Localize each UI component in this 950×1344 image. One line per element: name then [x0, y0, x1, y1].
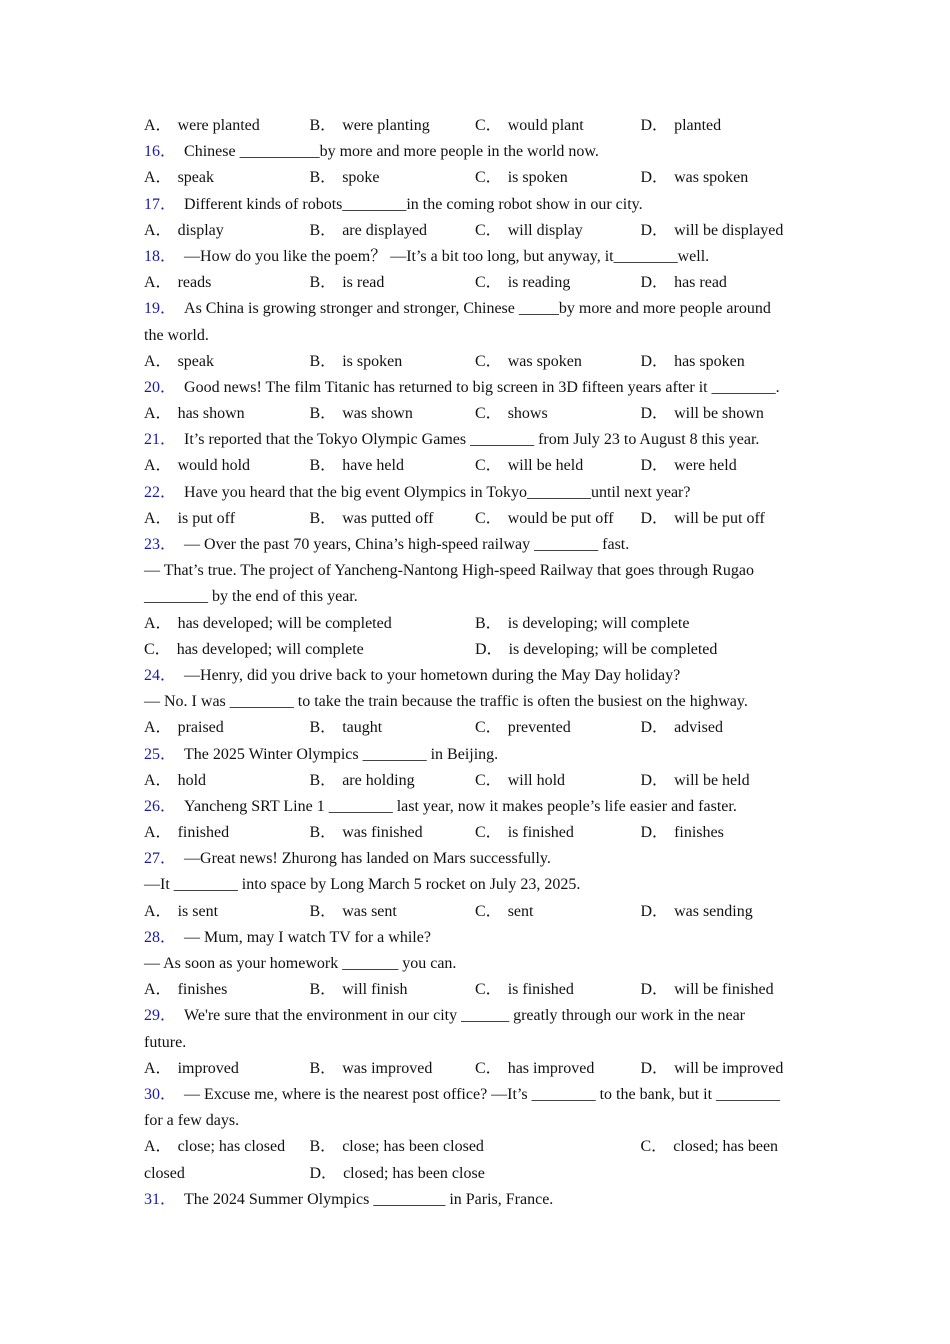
option-letter: B．	[309, 221, 337, 239]
option-letter: B．	[475, 614, 502, 632]
answer-option[interactable]	[310, 715, 476, 741]
option-text: was spoken	[507, 352, 582, 370]
options-row	[144, 270, 809, 296]
answer-option[interactable]	[310, 165, 476, 191]
answer-option[interactable]	[475, 977, 641, 1003]
option-text: will display	[507, 221, 583, 239]
option-letter: B．	[309, 352, 337, 370]
question-text-continued: for a few days.	[144, 1112, 240, 1130]
question-number: 26．	[144, 797, 177, 815]
question-number: 22．	[144, 483, 177, 501]
option-text: was putted off	[342, 509, 434, 527]
question-stem	[144, 794, 809, 820]
answer-option[interactable]	[475, 899, 641, 925]
answer-option[interactable]	[144, 270, 310, 296]
question-stem	[144, 1003, 809, 1029]
question-stem	[144, 192, 809, 218]
answer-option[interactable]	[641, 899, 807, 925]
answer-option[interactable]	[641, 401, 807, 427]
answer-option[interactable]	[144, 715, 310, 741]
answer-option[interactable]	[641, 768, 807, 794]
option-letter: A．	[144, 771, 172, 789]
answer-option[interactable]	[641, 1134, 807, 1160]
option-text: will be held	[674, 771, 750, 789]
answer-option[interactable]	[310, 768, 476, 794]
carry-over-options	[144, 113, 809, 139]
question-text: — Over the past 70 years, China’s high-speed railway ________ fast.	[184, 536, 630, 553]
question-stem	[144, 532, 809, 558]
option-text-continued: closed	[144, 1164, 185, 1182]
option-text: is finished	[507, 824, 574, 842]
option-text: is sent	[177, 902, 219, 920]
question-number: 17．	[144, 195, 177, 213]
question-text-continued: — As soon as your homework _______ you can.	[144, 955, 457, 972]
question-text-continued: future.	[144, 1033, 187, 1051]
question-number: 21．	[144, 431, 177, 449]
question-text: We're sure that the environment in our city ______ greatly through our work in the near	[184, 1007, 746, 1025]
options-row	[144, 349, 809, 375]
answer-option[interactable]	[475, 113, 641, 139]
answer-option[interactable]	[475, 506, 641, 532]
answer-option[interactable]	[641, 270, 807, 296]
option-letter: C．	[475, 509, 502, 527]
option-text: would be put off	[507, 509, 614, 527]
option-letter: C．	[475, 221, 502, 239]
option-text: finishes	[674, 824, 724, 842]
option-text: praised	[177, 719, 224, 737]
option-letter: B．	[309, 902, 337, 920]
option-text: will be improved	[674, 1059, 784, 1077]
answer-option[interactable]	[144, 453, 310, 479]
answer-option[interactable]	[641, 349, 807, 375]
answer-option[interactable]	[144, 218, 310, 244]
option-text: will hold	[507, 771, 566, 789]
option-letter: A．	[144, 274, 172, 292]
option-letter: B．	[309, 1138, 337, 1156]
answer-option[interactable]	[144, 768, 310, 794]
answer-option[interactable]	[475, 637, 806, 663]
option-text: is put off	[177, 509, 236, 527]
question-stem	[144, 480, 809, 506]
option-text: is developing; will complete	[507, 614, 690, 632]
question-text-continued: —It ________ into space by Long March 5 rocket on July 23, 2025.	[144, 876, 581, 894]
option-text: close; has been closed	[342, 1138, 484, 1156]
option-text: is finished	[507, 981, 574, 999]
option-letter: D．	[640, 274, 669, 292]
option-text: will be put off	[674, 509, 765, 527]
option-text: prevented	[507, 719, 571, 737]
option-letter: C．	[475, 719, 502, 737]
question-text: Good news! The film Titanic has returned to big screen in 3D fifteen years after it ________.	[184, 378, 780, 396]
question-stem	[144, 244, 809, 270]
answer-option[interactable]	[144, 611, 475, 637]
option-letter: B．	[309, 719, 337, 737]
option-letter: D．	[640, 221, 669, 239]
question-number: 28．	[144, 928, 177, 946]
option-letter: B．	[309, 117, 337, 134]
option-letter: D．	[640, 405, 669, 423]
options-row	[144, 977, 809, 1003]
option-letter: D．	[640, 509, 669, 527]
option-text: is spoken	[342, 352, 403, 370]
option-letter: A．	[144, 719, 172, 737]
answer-option[interactable]	[310, 977, 476, 1003]
option-letter: A．	[144, 221, 172, 239]
option-letter: D．	[640, 902, 669, 920]
question-text: As China is growing stronger and stronger, Chinese _____by more and more people around	[184, 300, 771, 318]
answer-option[interactable]	[310, 218, 476, 244]
option-text: was shown	[342, 405, 413, 423]
option-text: will be finished	[674, 981, 774, 999]
option-text: sent	[507, 902, 534, 920]
question-stem	[144, 375, 809, 401]
question-number: 24．	[144, 666, 177, 684]
answer-option[interactable]	[144, 637, 475, 663]
options-row	[144, 611, 809, 637]
option-text: was finished	[342, 824, 423, 842]
question-text-continued: ________ by the end of this year.	[144, 588, 358, 606]
option-letter: B．	[309, 1059, 337, 1077]
question-number: 23．	[144, 536, 177, 553]
option-text: improved	[177, 1059, 239, 1077]
answer-option[interactable]	[310, 1134, 641, 1160]
answer-option[interactable]	[144, 820, 310, 846]
option-text: are displayed	[342, 221, 428, 239]
option-letter: D．	[640, 457, 669, 475]
options-row	[144, 637, 809, 663]
question-number: 31．	[144, 1190, 177, 1208]
question-text-continued: — No. I was ________ to take the train because the traffic is often the busiest on the highway.	[144, 693, 748, 711]
option-letter: C．	[144, 640, 171, 658]
option-letter: D．	[640, 169, 669, 187]
options-row	[144, 218, 809, 244]
option-letter: D．	[640, 824, 669, 842]
question-number: 29．	[144, 1007, 177, 1025]
answer-option[interactable]	[310, 113, 476, 139]
option-letter: D．	[640, 719, 669, 737]
option-text: has developed; will complete	[176, 640, 364, 658]
question-number: 18．	[144, 247, 177, 265]
question-number: 30．	[144, 1085, 177, 1103]
option-text: speak	[177, 352, 214, 370]
option-text: spoke	[342, 169, 380, 187]
option-text: taught	[342, 719, 383, 737]
answer-option[interactable]	[144, 165, 310, 191]
option-text: are holding	[342, 771, 415, 789]
option-text: finished	[177, 824, 230, 842]
answer-option[interactable]	[310, 453, 476, 479]
question-text: The 2025 Winter Olympics ________ in Beijing.	[184, 745, 499, 763]
option-letter: B．	[309, 824, 337, 842]
options-row	[144, 1161, 809, 1187]
option-letter: A．	[144, 1138, 172, 1156]
option-text: were held	[674, 457, 737, 475]
option-text: has developed; will be completed	[177, 614, 392, 632]
option-text: would hold	[177, 457, 251, 475]
options-row	[144, 401, 809, 427]
option-letter: C．	[475, 117, 502, 134]
answer-option[interactable]	[144, 977, 310, 1003]
answer-option[interactable]	[475, 270, 641, 296]
option-letter: A．	[144, 457, 172, 475]
question-text: — Mum, may I watch TV for a while?	[184, 928, 431, 946]
question-stem	[144, 1187, 809, 1213]
option-text: close; has closed	[177, 1138, 286, 1156]
question-text: — Excuse me, where is the nearest post office? —It’s ________ to the bank, but it ________	[184, 1085, 781, 1103]
option-text: closed; has been	[673, 1138, 779, 1156]
question-number: 19．	[144, 300, 177, 318]
option-text: was sent	[342, 902, 397, 920]
option-letter: C．	[475, 1059, 502, 1077]
answer-option[interactable]	[475, 218, 641, 244]
option-letter: A．	[144, 169, 172, 187]
question-stem	[144, 296, 809, 322]
question-stem	[144, 427, 809, 453]
option-text: has read	[674, 274, 727, 292]
option-letter: A．	[144, 981, 172, 999]
answer-option[interactable]	[144, 1134, 310, 1160]
answer-option[interactable]	[310, 506, 476, 532]
answer-option[interactable]	[641, 218, 807, 244]
answer-option[interactable]	[475, 715, 641, 741]
question-number: 25．	[144, 745, 177, 763]
option-letter: C．	[475, 169, 502, 187]
option-letter: A．	[144, 1059, 172, 1077]
option-text: has shown	[177, 405, 245, 423]
option-text: has improved	[507, 1059, 595, 1077]
question-text: Have you heard that the big event Olympics in Tokyo________until next year?	[184, 483, 691, 501]
answer-option[interactable]	[475, 1056, 641, 1082]
option-text: hold	[177, 771, 207, 789]
answer-option[interactable]	[144, 899, 310, 925]
option-letter: C．	[475, 352, 502, 370]
question-text-continued: — That’s true. The project of Yancheng-Nantong High-speed Railway that goes through Rugao	[144, 562, 754, 580]
question-stem	[144, 846, 809, 872]
question-text: The 2024 Summer Olympics _________ in Paris, France.	[184, 1190, 554, 1208]
answer-option[interactable]	[475, 768, 641, 794]
answer-option[interactable]	[310, 349, 476, 375]
answer-option[interactable]	[641, 113, 807, 139]
option-letter: D．	[640, 981, 669, 999]
answer-option[interactable]	[475, 453, 641, 479]
option-text: finishes	[177, 981, 228, 999]
option-text: reads	[177, 274, 212, 292]
option-letter: C．	[475, 981, 502, 999]
question-text: It’s reported that the Tokyo Olympic Games ________ from July 23 to August 8 this year.	[184, 431, 760, 449]
answer-option[interactable]	[475, 820, 641, 846]
answer-option[interactable]	[310, 270, 476, 296]
question-stem	[144, 139, 809, 165]
question-stem	[144, 742, 809, 768]
option-letter: B．	[309, 274, 337, 292]
question-text-continued: the world.	[144, 326, 209, 344]
question-list	[144, 113, 809, 1213]
option-text: closed; has been close	[343, 1164, 485, 1182]
option-letter: C．	[475, 771, 502, 789]
answer-option[interactable]	[641, 715, 807, 741]
option-letter: C．	[475, 274, 502, 292]
options-row	[144, 899, 809, 925]
option-text: is read	[342, 274, 385, 292]
options-row	[144, 453, 809, 479]
answer-option[interactable]	[144, 1056, 310, 1082]
option-letter: A．	[144, 614, 172, 632]
option-text: advised	[674, 719, 723, 737]
option-letter: B．	[309, 457, 337, 475]
option-text: were planted	[177, 117, 260, 134]
option-letter: D．	[640, 771, 669, 789]
answer-option[interactable]	[310, 1056, 476, 1082]
answer-option[interactable]	[475, 401, 641, 427]
option-text: was improved	[342, 1059, 433, 1077]
answer-option[interactable]	[641, 820, 807, 846]
option-text: is reading	[507, 274, 571, 292]
option-text: is spoken	[507, 169, 568, 187]
question-text: Yancheng SRT Line 1 ________ last year, now it makes people’s life easier and faster.	[184, 797, 737, 815]
question-stem	[144, 663, 809, 689]
options-row	[144, 1134, 809, 1160]
answer-option[interactable]	[144, 113, 310, 139]
options-row	[144, 165, 809, 191]
option-letter: C．	[475, 405, 502, 423]
option-text: have held	[342, 457, 404, 475]
answer-option[interactable]	[144, 349, 310, 375]
option-letter: D．	[640, 1059, 669, 1077]
option-letter: C．	[475, 824, 502, 842]
options-row	[144, 506, 809, 532]
answer-option[interactable]	[475, 165, 641, 191]
question-number: 20．	[144, 378, 177, 396]
options-row	[144, 820, 809, 846]
option-text: would plant	[507, 117, 584, 134]
question-text: Chinese __________by more and more people in the world now.	[184, 143, 599, 161]
option-letter: D．	[309, 1164, 338, 1182]
answer-option[interactable]	[310, 1161, 641, 1187]
question-text: Different kinds of robots________in the coming robot show in our city.	[184, 195, 643, 213]
options-row	[144, 1056, 809, 1082]
option-text: display	[177, 221, 224, 239]
answer-option[interactable]	[310, 820, 476, 846]
option-letter: A．	[144, 405, 172, 423]
option-letter: A．	[144, 352, 172, 370]
answer-option[interactable]	[475, 349, 641, 375]
option-text: will be displayed	[674, 221, 784, 239]
options-row	[144, 768, 809, 794]
option-text: were planting	[342, 117, 430, 134]
question-number: 16．	[144, 143, 177, 161]
option-letter: B．	[309, 405, 337, 423]
option-letter: A．	[144, 902, 172, 920]
question-text: —Great news! Zhurong has landed on Mars successfully.	[184, 850, 551, 868]
option-letter: D．	[640, 352, 669, 370]
option-letter: A．	[144, 117, 172, 134]
question-text: —Henry, did you drive back to your hometown during the May Day holiday?	[184, 666, 681, 684]
option-letter: B．	[309, 169, 337, 187]
option-letter: C．	[475, 902, 502, 920]
option-text: will be shown	[674, 405, 764, 423]
question-stem	[144, 925, 809, 951]
question-stem	[144, 1082, 809, 1108]
answer-option[interactable]	[641, 453, 807, 479]
answer-option[interactable]	[641, 1056, 807, 1082]
question-text: —How do you like the poem？ —It’s a bit too long, but anyway, it________well.	[184, 247, 710, 265]
option-letter: B．	[309, 981, 337, 999]
option-text: speak	[177, 169, 214, 187]
option-letter: A．	[144, 824, 172, 842]
answer-option[interactable]	[641, 977, 807, 1003]
option-letter: A．	[144, 509, 172, 527]
option-text: will finish	[342, 981, 408, 999]
option-text: shows	[507, 405, 548, 423]
answer-option[interactable]	[144, 401, 310, 427]
answer-option[interactable]	[641, 506, 807, 532]
answer-option[interactable]	[475, 611, 806, 637]
answer-option[interactable]	[310, 401, 476, 427]
option-text: was sending	[674, 902, 753, 920]
option-text: was spoken	[674, 169, 749, 187]
option-letter: D．	[640, 117, 669, 134]
options-row	[144, 715, 809, 741]
option-letter: C．	[640, 1138, 668, 1156]
answer-option[interactable]	[144, 506, 310, 532]
answer-option[interactable]	[310, 899, 476, 925]
option-text: planted	[674, 117, 722, 134]
option-letter: B．	[309, 509, 337, 527]
option-text: has spoken	[674, 352, 745, 370]
question-number: 27．	[144, 850, 177, 868]
option-letter: B．	[309, 771, 337, 789]
option-text: will be held	[507, 457, 584, 475]
answer-option[interactable]	[641, 165, 807, 191]
option-letter: C．	[475, 457, 502, 475]
option-letter: D．	[475, 640, 503, 658]
option-text: is developing; will be completed	[508, 640, 718, 658]
